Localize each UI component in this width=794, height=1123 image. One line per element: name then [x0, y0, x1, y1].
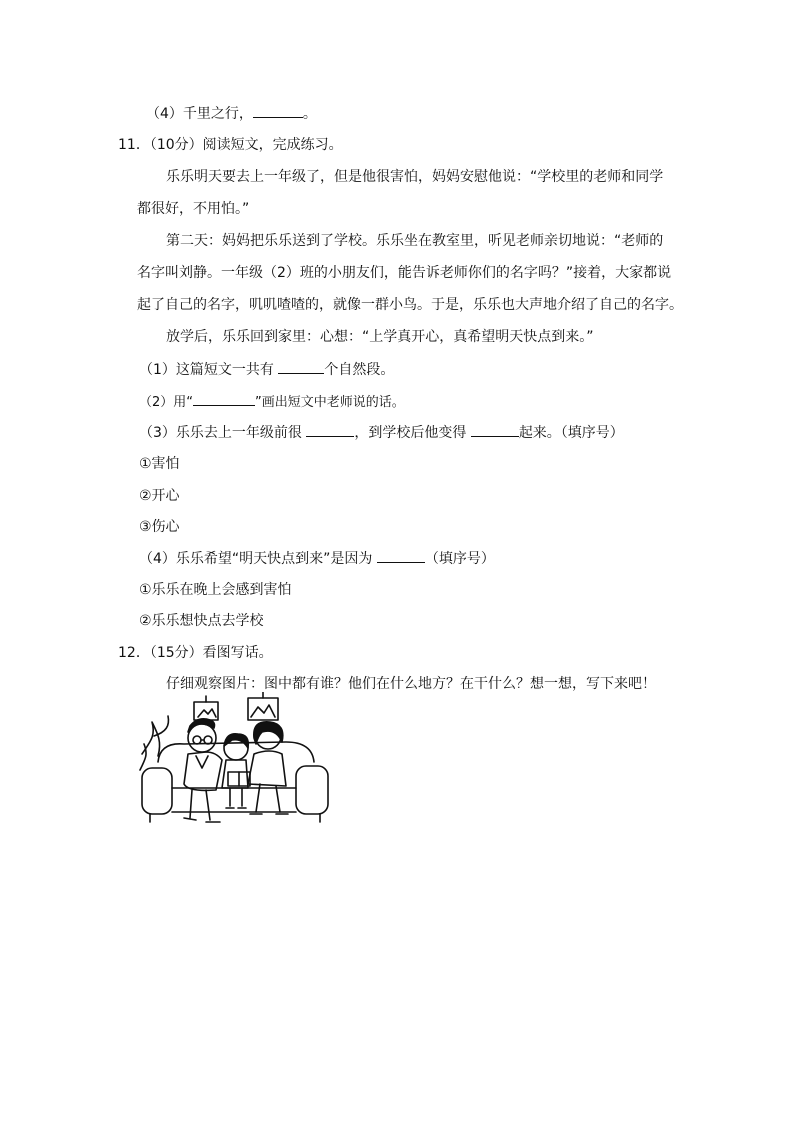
q11-item-4 [139, 548, 495, 569]
q11-item-2-end: ”画出短文中老师说的话。 [255, 395, 405, 410]
q11-item-4-text: （4）乐乐希望“明天快点到来”是因为 [139, 551, 377, 567]
passage-para2-line2: 名字叫刘静。一年级（2）班的小朋友们，能告诉老师你们的名字吗？”接着，大家都说 [137, 265, 672, 281]
answer-blank[interactable] [253, 103, 303, 118]
q10-item-4-text: （4）千里之行， [146, 106, 253, 122]
q11-item-1-text: （1）这篇短文一共有 [139, 362, 279, 378]
underline-sample [193, 391, 255, 406]
family-on-sofa-illustration [136, 692, 332, 832]
q11-item-4-end: （填序号） [424, 551, 495, 567]
q11-item-2 [139, 391, 405, 413]
q11-item-1 [139, 359, 394, 380]
q11-header: 11．（10分）阅读短文，完成练习。 [118, 137, 343, 153]
q12-prompt: 仔细观察图片：图中都有谁？他们在什么地方？在干什么？想一想，写下来吧！ [166, 676, 656, 692]
answer-blank[interactable] [377, 548, 425, 563]
q11-item-1-end: 个自然段。 [324, 362, 395, 378]
passage-para1-line1: 乐乐明天要去上一年级了，但是他很害怕，妈妈安慰他说：“学校里的老师和同学 [166, 169, 664, 185]
passage-para1-line2: 都很好，不用怕。” [137, 201, 250, 217]
passage-para3-line1: 放学后，乐乐回到家里：心想：“上学真开心，真希望明天快点到来。” [166, 329, 594, 345]
option-3-1: ①害怕 [139, 456, 180, 472]
q11-item-2-text: （2）用“ [139, 395, 194, 410]
option-3-2: ②开心 [139, 488, 180, 504]
passage-para2-line3: 起了自己的名字，叽叽喳喳的，就像一群小鸟。于是，乐乐也大声地介绍了自己的名字。 [137, 297, 683, 313]
answer-blank[interactable] [306, 422, 354, 437]
q11-item-3-mid: ，到学校后他变得 [354, 425, 471, 441]
option-4-1: ①乐乐在晚上会感到害怕 [139, 582, 292, 598]
q12-header: 12．（15分）看图写话。 [118, 645, 273, 661]
q10-item-4-end: 。 [302, 106, 317, 122]
q11-item-3 [139, 422, 624, 443]
answer-blank[interactable] [471, 422, 519, 437]
q10-item-4 [146, 103, 317, 124]
q11-item-3-text: （3）乐乐去上一年级前很 [139, 425, 307, 441]
option-3-3: ③伤心 [139, 519, 180, 535]
option-4-2: ②乐乐想快点去学校 [139, 613, 264, 629]
answer-blank[interactable] [278, 359, 324, 374]
passage-para2-line1: 第二天：妈妈把乐乐送到了学校。乐乐坐在教室里，听见老师亲切地说：“老师的 [166, 233, 664, 249]
q11-item-3-end: 起来。（填序号） [518, 425, 624, 441]
